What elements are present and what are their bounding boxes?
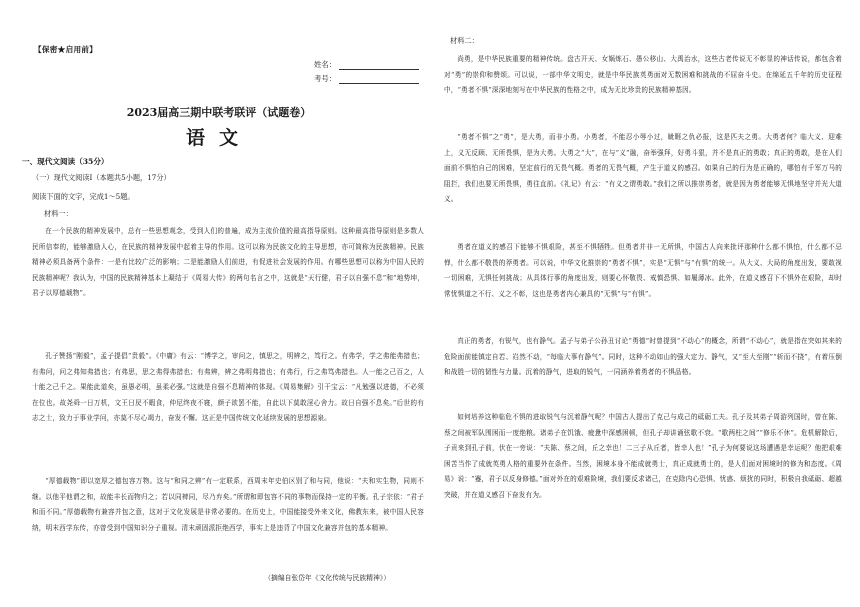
name-label: 姓名： bbox=[314, 60, 337, 69]
material1-paragraph: “厚德载物”即以宽厚之德包容万物。这与“和同之辨”有一定联系，西周末年史伯区别了和与同，他说：“夫和实生物，同则不继。以他平他谓之和，故能丰长而物归之；若以同裨同，尽乃弃矣。”所谓和即包容不同的事物而保持一定的平衡。孔子宗依：“君子和而不同。”厚德载物有兼容并包之意，这对于文化发展是非常必要的。在历史上，中国能接受外来文化，佛教东来，被中国人民容纳，明末西学东传，亦曾受到中国知识分子重视。清末顽固派拒绝西学，事实上是违背了中国文化兼容并包的基本精神。 bbox=[32, 477, 424, 532]
material2-paragraph: 真正的勇者，有锐气，也有静气。孟子与弟子公孙丑讨论“勇德”时曾提到“不动心”的概念，所谓“不动心”，就是指在突如其来的危险面前能镇定自若、岿然不动，“每临大事有静气”。同时，这种不动如山的强大定力、静气，又“至大至刚”“斩而不挠”，有着压倒和战胜一切的韧性与力量。沉着的静气，进取的锐气，一同涵养着勇者的不惧品格。 bbox=[444, 337, 842, 377]
name-field[interactable] bbox=[314, 56, 419, 70]
subsection-title: （一）现代文阅读Ⅰ（本题共5小题，17分） bbox=[32, 173, 171, 182]
material2-label: 材料二： bbox=[450, 36, 479, 45]
material2-paragraph: 如何培养这种临危不惧的进取锐气与沉着静气呢？中国古人提出了克己与成己的砥砺工夫。孔子及其弟子周游列国时，曾在陈、蔡之间被军队围困而一度绝粮。诸弟子在饥饿、疲惫中深感困顿，但孔子却讲诵弦歌不衰。“歌两柱之间”“修乐不休”。危机解除后，子贡来到孔子前，伏在一旁说：“夫陈、蔡之间，丘之幸也！二三子从丘者，皆幸人也！”孔子为何要说这场遭遇是幸运呢？他把艰难困苦当作了成就英勇人格的重要外在条件。当然，困境本身不能成就勇士，真正成就勇士的，是人们面对困境时的修为和态度。《周易》说：“蹇，君子以反身修德。”面对外在的艰难险境，我们要反求诸己，在克除内心恐惧、忧惑、烦扰的同时，积极自我砥砺、超越突破，并在道义感召下奋发有为。 bbox=[444, 413, 842, 499]
confidential-badge: 【保密★启用前】 bbox=[34, 45, 98, 54]
material2-paragraph: 勇者在道义的感召下能够不惧艰险，甚至不惧牺牲。但勇者并非一无所惧，中国古人向来批评那种什么都不惧怕，什么都不忌惮，什么都不敬畏的莽勇者。可以说，中华文化推崇的“勇者不惧”，实是“无惧”与“有惧”的统一。从大义、大局的角度出发，要敢视一切困难，无惧任何挑战；从具体行事的角度出发，则要心怀敬畏、戒慎恐惧、如履薄冰。此外，在道义感召下不惧外在艰险，却时常忧惧道之不行、义之不彰，这也是勇者内心兼具的“无惧”与“有惧”。 bbox=[444, 243, 842, 298]
subject-title: 语文 bbox=[185, 127, 252, 149]
material1-paragraph: 在一个民族的精神发展中，总有一些思想观念，受到人们的普遍，成为主流价值的最高指导原则。这种最高指导原则是多数人民所信奉的，能够激励人心，在民族的精神发展中起着主导的作用。这可以称为民族文化的主导思想，亦可简称为民族精神。民族精神必须具备两个条件：一是有比较广泛的影响；二是能激励人们前进，有促进社会发展的作用。有哪些思想可以称为中国人民的民族精神呢？我认为，中国的民族精神基本上凝结于《周易大传》的两句名言之中，这就是“天行健，君子以自强不息”和“地势坤，君子以厚德载物”。 bbox=[32, 227, 424, 298]
material2-paragraph: “勇者不惧”之“勇”，是大勇，而非小勇。小勇者，不能忍小辱小过，眦睚之仇必报，这是匹夫之勇。大勇者何？临大义、迎难上，义无反顾、无所畏惧，是为大勇。大勇之“大”，在与“义”融，奋举强拜，好勇斗狠，并不是真正的勇敢；真正的勇敢，是在人们面前不惧怕自己的困难，坚定前行的无畏气概。勇者的无畏气概，产生于道义的感召。如果自己的行为是正确的，哪怕有千军万马的阻拦，我们也要无所畏惧，勇往直前。《礼记》有云：“有义之谓勇敢。”我们之所以推崇勇者，就是因为勇者能够无惧地坚守并光大道义。 bbox=[444, 133, 842, 204]
instruction: 阅读下面的文字，完成1～5题。 bbox=[32, 192, 135, 201]
exam-title: 2023届高三期中联考联评（试题卷） bbox=[126, 106, 312, 119]
left-column bbox=[18, 0, 424, 607]
material1-label: 材料一： bbox=[44, 209, 73, 218]
number-line[interactable] bbox=[339, 74, 419, 84]
material2-paragraph: 尚勇，是中华民族重要的精神传统。盘古开天、女娲炼石、愚公移山、大禹治水，这些古老传说无不彰显的神话传说，都包含着对“勇”的崇仰和赞颂。可以说，一部中华文明史，就是中华民族英勇面对无数困难和挑战的不屈奋斗史。在绵延五千年的历史征程中，“勇者不惧”深深地刻写在中华民族的性格之中，成为无比珍贵的民族精神基因。 bbox=[444, 55, 842, 95]
material1-paragraph: 孔子赞扬“刚毅”，孟子提倡“贵毅”。《中庸》有云：“博学之，审问之，慎思之，明辨之，笃行之。有弗学，学之弗能弗措也；有弗问，问之弗知弗措也；有弗思，思之弗得弗措也；有弗辨，辨之弗明弗措也；有弗行，行之弗笃弗措也。人一能之己百之，人十能之己千之。果能此道矣，虽愚必明，虽柔必强。”这就是自强不息精神的体现。《周易集解》引干宝云：“凡勉强以进德，不必须在位也。故尧舜一日万机，文王日昃不暇食，仲尼终夜不寝，颜子欲罢不能，自此以下莫敢淫心舍力。故日自强不息矣。”后世的有志之士，致力于事业学问，亦莫不尽心竭力，奋发不懈。这正是中国传统文化延续发展的思想源泉。 bbox=[32, 352, 424, 423]
material1-source: （摘编自张岱年《文化传统与民族精神》） bbox=[264, 574, 390, 582]
number-label: 考号： bbox=[314, 74, 337, 83]
right-column bbox=[440, 0, 844, 607]
number-field[interactable] bbox=[314, 70, 419, 84]
name-line[interactable] bbox=[339, 60, 419, 70]
section-title: 一、现代文阅读（35分） bbox=[22, 157, 109, 166]
student-info-fields bbox=[314, 56, 419, 84]
